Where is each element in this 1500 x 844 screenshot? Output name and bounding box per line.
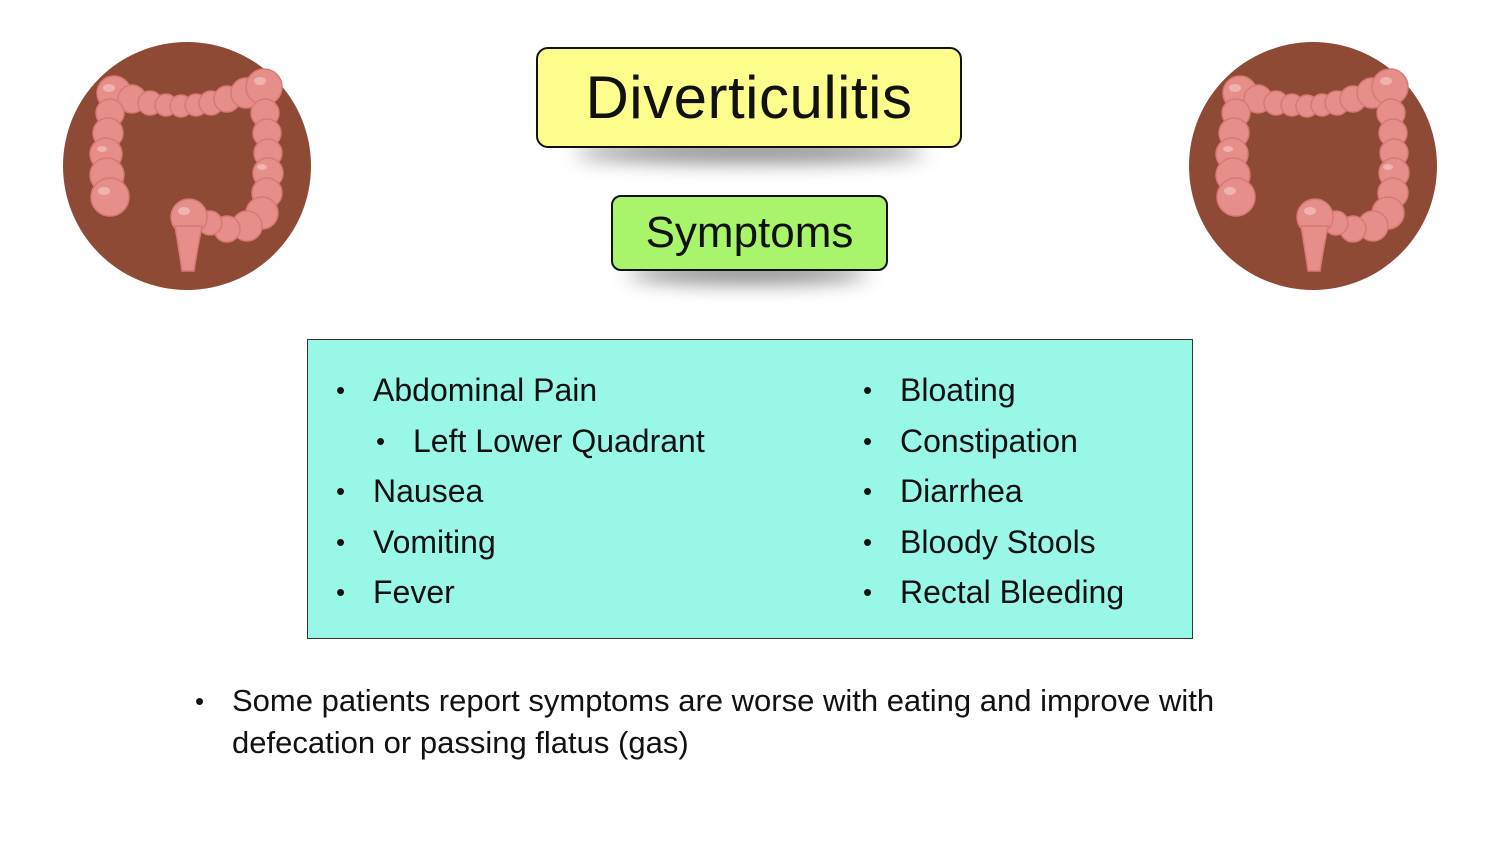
colon-icon	[62, 41, 312, 291]
bullet-icon: •	[336, 476, 346, 506]
list-item: • Fever	[336, 574, 455, 610]
list-item: • Vomiting	[336, 523, 496, 560]
bullet-icon: •	[376, 425, 386, 456]
list-item: • Left Lower Quadrant	[376, 422, 705, 459]
symptoms-list-right	[863, 370, 1124, 623]
bullet-icon: •	[336, 526, 346, 557]
list-item: • Constipation	[863, 422, 1078, 459]
bullet-icon: •	[863, 577, 873, 607]
list-item: • Bloating	[863, 372, 1016, 408]
bullet-icon: •	[863, 476, 873, 506]
bullet-icon: •	[863, 526, 873, 557]
slide-title: Diverticulitis	[536, 47, 962, 148]
bullet-icon: •	[863, 375, 873, 405]
note-bullet	[195, 680, 1315, 764]
list-item: • Rectal Bleeding	[863, 574, 1125, 610]
bullet-icon: •	[863, 425, 873, 456]
note-text: Some patients report symptoms are worse with eating and improve with defecation or passing flatus (gas)	[232, 683, 1215, 760]
bullet-icon: •	[336, 375, 346, 405]
list-item: • Diarrhea	[863, 473, 1023, 509]
symptoms-panel	[307, 339, 1193, 639]
colon-icon	[1188, 41, 1438, 291]
list-item: • Nausea	[336, 473, 484, 509]
bullet-icon: •	[336, 577, 346, 607]
slide-subtitle: Symptoms	[611, 195, 888, 271]
list-item: • Bloody Stools	[863, 523, 1096, 560]
list-item: • Abdominal Pain	[336, 372, 598, 408]
bullet-icon: •	[195, 686, 205, 716]
symptoms-list-left	[336, 370, 705, 623]
